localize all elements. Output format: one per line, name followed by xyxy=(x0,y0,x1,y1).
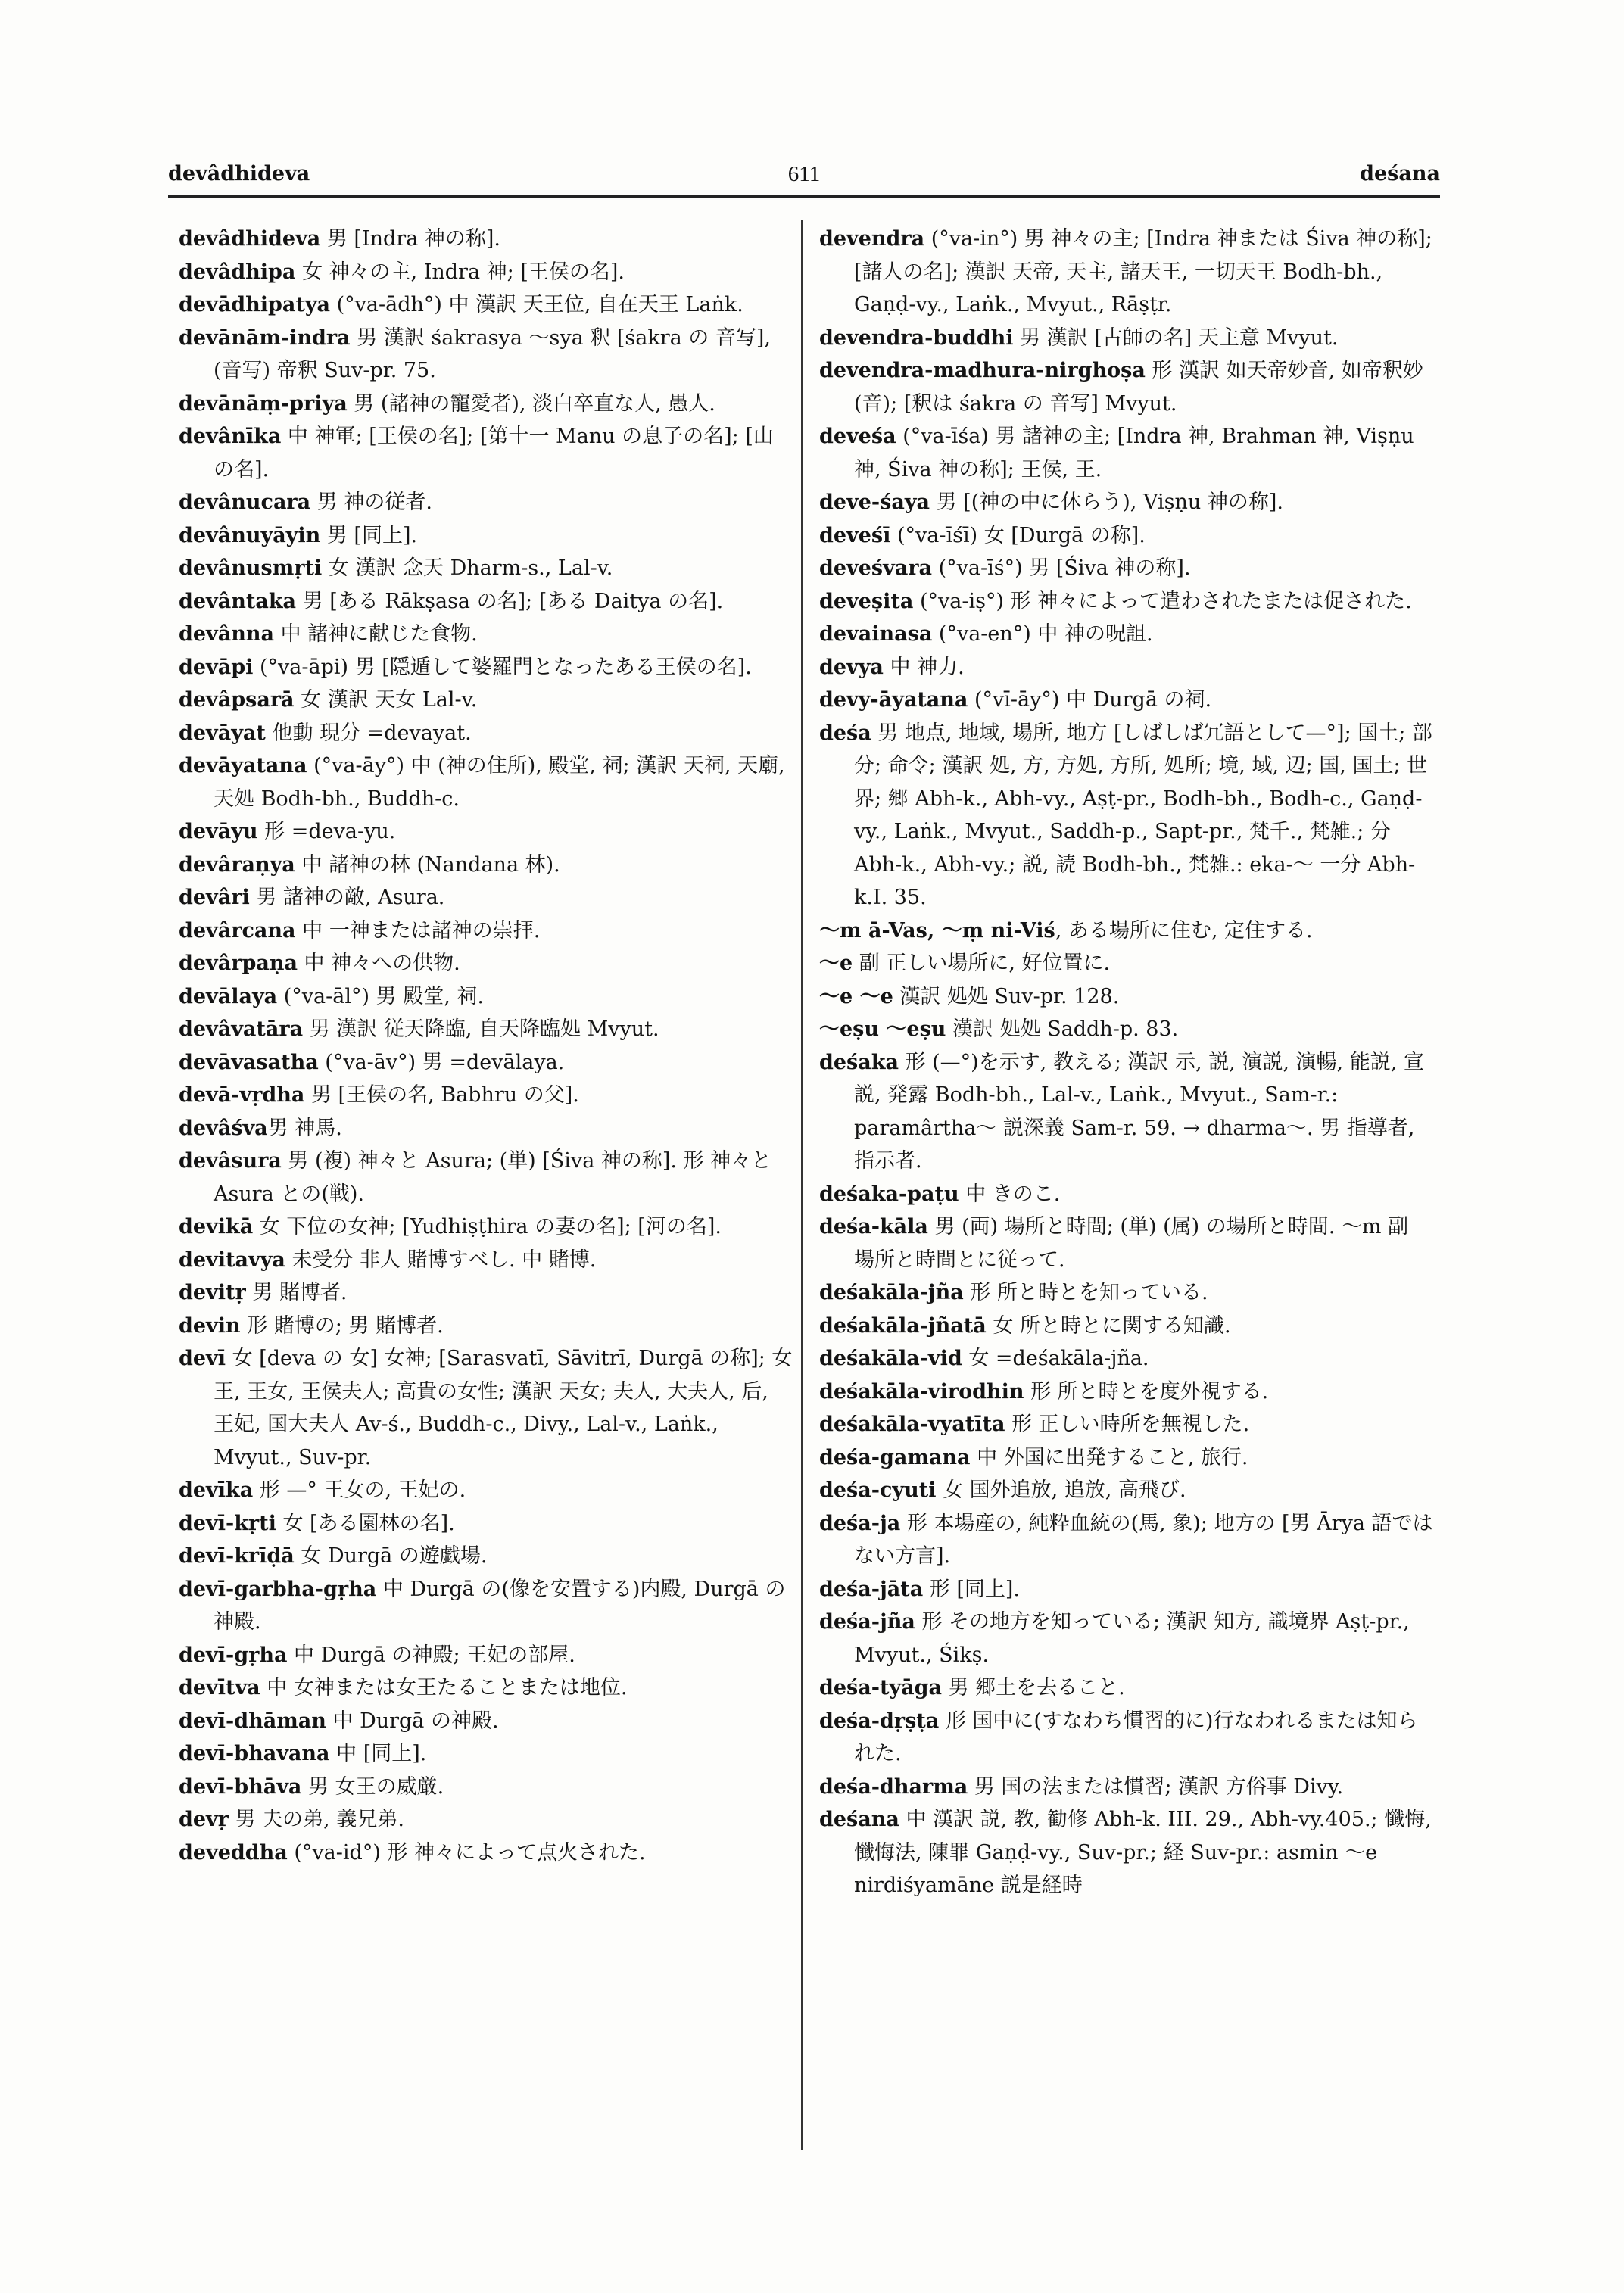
dictionary-entry xyxy=(179,1474,793,1507)
entry-definition: 女 Durgā の遊戯場. xyxy=(294,1544,488,1568)
entry-headword: devīka xyxy=(179,1478,254,1502)
header-rule xyxy=(168,195,1440,198)
entry-definition: (°va-īś°) 男 [Śiva 神の称]. xyxy=(932,556,1191,580)
entry-headword: deveddha xyxy=(179,1840,288,1865)
entry-definition: 形 正しい時所を無視した. xyxy=(1005,1413,1250,1436)
entry-definition: 女 漢訳 念天 Dharm-s., Lal-v. xyxy=(322,556,613,580)
entry-definition: 男 賭博者. xyxy=(245,1281,348,1304)
dictionary-entry xyxy=(179,256,793,289)
dictionary-entry xyxy=(819,1276,1434,1310)
entry-definition: 中 女神または女王たることまたは地位. xyxy=(260,1676,628,1699)
dictionary-entry xyxy=(179,1079,793,1112)
entry-definition: (°va-in°) 男 神々の主; [Indra 神または Śiva 神の称]; [諸人の名]; 漢訳 天帝, 天主, 諸天王, 一切天王 Bodh-bh., Gaṇḍ-vy., Laṅk., Mvyut., Rāṣṭr. xyxy=(854,227,1432,316)
entry-headword: deśa-dṛṣṭa xyxy=(819,1709,940,1733)
dictionary-entry xyxy=(179,1276,793,1310)
dictionary-entry xyxy=(179,1210,793,1244)
dictionary-entry xyxy=(179,1803,793,1837)
dictionary-entry xyxy=(819,980,1434,1014)
entry-definition: (°va-en°) 中 神の呪詛. xyxy=(932,622,1153,646)
entry-headword: devâsura xyxy=(179,1149,282,1173)
dictionary-entry xyxy=(819,1507,1434,1573)
entry-headword: devendra-madhura-nirghoṣa xyxy=(819,359,1146,382)
entry-headword: deśa-jāta xyxy=(819,1577,924,1601)
entry-headword: devālaya xyxy=(179,984,278,1008)
dictionary-entry xyxy=(819,1803,1434,1902)
entry-headword: deśa-tyāga xyxy=(819,1676,942,1699)
entry-definition: 形 その地方を知っている; 漢訳 知方, 識境界 Aṣṭ-pr., Mvyut., Śikṣ. xyxy=(854,1610,1410,1667)
dictionary-entry xyxy=(819,1310,1434,1343)
entry-headword: devāvasatha xyxy=(179,1050,319,1074)
dictionary-entry xyxy=(179,684,793,717)
entry-definition: 形 所と時とを知っている. xyxy=(963,1281,1208,1304)
entry-headword: devâśva xyxy=(179,1116,268,1140)
dictionary-entry xyxy=(179,519,793,553)
entry-definition: 女 下位の女神; [Yudhiṣṭhira の妻の名]; [河の名]. xyxy=(253,1215,722,1238)
entry-headword: devendra-buddhi xyxy=(819,326,1014,350)
dictionary-entry xyxy=(179,914,793,948)
entry-headword: deve-śaya xyxy=(819,491,930,514)
entry-definition: (°va-āy°) 中 (神の住所), 殿堂, 祠; 漢訳 天祠, 天廟, 天処 Bodh-bh., Buddh-c. xyxy=(214,754,785,811)
entry-headword: devāyat xyxy=(179,721,266,745)
entry-headword: devântaka xyxy=(179,589,297,613)
entry-definition: 中 諸神に献じた食物. xyxy=(274,622,478,646)
entry-definition: 男 郷土を去ること. xyxy=(942,1676,1125,1699)
dictionary-entry xyxy=(179,849,793,882)
entry-definition: 形 賭博の; 男 賭博者. xyxy=(240,1313,444,1338)
entry-headword: deśaka xyxy=(819,1050,899,1074)
dictionary-entry xyxy=(819,1013,1434,1046)
entry-definition: 女 漢訳 天女 Lal-v. xyxy=(294,688,478,712)
entry-definition: 男 (複) 神々と Asura; (単) [Śiva 神の称]. 形 神々と Asura との(戦). xyxy=(214,1149,772,1206)
entry-headword: devānāṃ-priya xyxy=(179,391,348,416)
dictionary-entry xyxy=(819,1441,1434,1475)
entry-definition: 形 国中に(すなわち慣習的に)行なわれるまたは知られた. xyxy=(854,1709,1418,1765)
entry-headword: devī-kṛti xyxy=(179,1511,276,1535)
entry-definition: 女 [deva の 女] 女神; [Sarasvatī, Sāvitrī, Durgā の称]; 女王, 王女, 王侯夫人; 高貴の女性; 漢訳 天女; 夫人, 大夫人, 后, 王妃, 国大夫人 Av-ś., Buddh-c., Divy., Lal-v., Laṅk., Mvyut., Suv-pr. xyxy=(214,1347,793,1469)
entry-definition: (°va-āpi) 男 [隠遁して婆羅門となったある王侯の名]. xyxy=(253,655,752,679)
entry-definition: 漢訳 処処 Saddh-p. 83. xyxy=(946,1017,1179,1041)
entry-definition: 女 神々の主, Indra 神; [王侯の名]. xyxy=(295,260,625,284)
entry-headword: devāyu xyxy=(179,820,258,843)
dictionary-entry xyxy=(179,288,793,322)
entry-headword: devâri xyxy=(179,886,250,909)
entry-headword: devendra xyxy=(819,227,925,251)
dictionary-entry xyxy=(179,552,793,585)
entry-definition: 男 女王の威厳. xyxy=(301,1774,444,1799)
entry-headword: devya xyxy=(819,655,884,679)
page-number: 611 xyxy=(787,162,821,186)
entry-definition: 中 漢訳 説, 教, 勧修 Abh-k. III. 29., Abh-vy.405.; 懺悔, 懺悔法, 陳罪 Gaṇḍ-vy., Suv-pr.; 経 Suv-pr.: asmin ～e nirdiśyamāne 説是経時 xyxy=(854,1808,1432,1897)
entry-headword: devī-gṛha xyxy=(179,1643,288,1667)
entry-definition: (°va-īśī) 女 [Durgā の称]. xyxy=(890,523,1146,547)
entry-headword: devâdhideva xyxy=(179,227,321,251)
dictionary-entry xyxy=(819,1210,1434,1276)
entry-headword: devī-bhāva xyxy=(179,1774,302,1799)
dictionary-entry xyxy=(179,1145,793,1210)
page-header xyxy=(168,157,1440,195)
entry-definition: 男 漢訳 [古師の名] 天主意 Mvyut. xyxy=(1013,326,1339,350)
dictionary-entry xyxy=(179,1310,793,1343)
entry-definition: 男 [同上]. xyxy=(320,523,418,547)
entry-definition: 中 諸神の林 (Nandana 林). xyxy=(295,852,560,877)
entry-headword: devitavya xyxy=(179,1248,285,1272)
entry-headword: devikā xyxy=(179,1215,254,1238)
entry-definition: 男 神の従者. xyxy=(310,491,432,514)
entry-headword: deśakāla-jñatā xyxy=(819,1313,987,1338)
entry-definition: 女 国外追放, 追放, 高飛び. xyxy=(936,1478,1186,1502)
entry-headword: deveṣita xyxy=(819,589,914,613)
dictionary-entry xyxy=(819,651,1434,684)
entry-headword: devâpsarā xyxy=(179,688,295,712)
dictionary-entry xyxy=(179,651,793,684)
entry-definition: 男 [王侯の名, Babhru の父]. xyxy=(304,1083,579,1107)
dictionary-entry xyxy=(179,420,793,486)
entry-headword: deśa-kāla xyxy=(819,1215,928,1238)
dictionary-entry xyxy=(819,552,1434,585)
dictionary-entry xyxy=(819,1671,1434,1705)
entry-headword: devī-garbha-gṛha xyxy=(179,1577,377,1601)
entry-definition: 形 漢訳 如天帝妙音, 如帝釈妙(音); [釈は śakra の 音写] Mvyut. xyxy=(854,359,1423,416)
entry-definition: 男 地点, 地域, 場所, 地方 [しばしば冗語として—°]; 国土; 部分; 命令; 漢訳 処, 方, 方処, 方所, 処所; 境, 域, 辺; 国, 国土; 世界; 郷 Abh-k., Abh-vy., Aṣṭ-pr., Bodh-bh., Bodh-c., Gaṇḍ-vy., Laṅk., Mvyut., Saddh-p., Sapt-pr., 梵千., 梵雑.; 分 Abh-k., Abh-vy.; 説, 読 Bodh-bh., 梵雑.: eka-～ 一分 Abh-k.I. 35. xyxy=(854,721,1432,909)
dictionary-entry xyxy=(819,1771,1434,1804)
entry-headword: devâvatāra xyxy=(179,1017,304,1041)
dictionary-entry xyxy=(179,486,793,519)
entry-definition: 男 [Indra 神の称]. xyxy=(320,227,500,251)
dictionary-entry xyxy=(179,980,793,1014)
entry-definition: 副 正しい場所に, 好位置に. xyxy=(853,952,1111,975)
entry-definition: (°va-ādh°) 中 漢訳 天王位, 自在天王 Laṅk. xyxy=(330,293,743,316)
dictionary-entry xyxy=(819,1573,1434,1606)
entry-headword: devânīka xyxy=(179,425,282,448)
entry-headword: devītva xyxy=(179,1676,260,1699)
entry-headword: deśakāla-vid xyxy=(819,1347,962,1370)
left-column xyxy=(179,223,793,1869)
entry-headword: devī-bhavana xyxy=(179,1742,330,1765)
entry-headword: devânuyāyin xyxy=(179,523,321,547)
dictionary-entry xyxy=(179,1342,793,1474)
dictionary-entry xyxy=(819,223,1434,322)
entry-headword: devârcana xyxy=(179,918,296,942)
entry-headword: devī-dhāman xyxy=(179,1709,326,1733)
entry-headword: deśana xyxy=(819,1808,899,1831)
dictionary-entry xyxy=(819,1606,1434,1671)
entry-headword: ～e xyxy=(819,952,853,975)
entry-definition: 中 [同上]. xyxy=(329,1742,427,1765)
dictionary-entry xyxy=(179,223,793,256)
dictionary-entry xyxy=(819,1408,1434,1441)
entry-definition: 中 神力. xyxy=(883,655,965,679)
entry-headword: devāpi xyxy=(179,655,254,679)
entry-headword: deśa-cyuti xyxy=(819,1478,937,1502)
entry-definition: 男 (両) 場所と時間; (単) (属) の場所と時間. ～m 副 場所と時間とに従って. xyxy=(854,1215,1409,1272)
entry-definition: 男 [ある Rākṣasa の名]; [ある Daitya の名]. xyxy=(296,589,724,613)
entry-headword: devânusmṛti xyxy=(179,556,323,580)
column-divider xyxy=(801,220,803,2150)
dictionary-entry xyxy=(819,1342,1434,1375)
dictionary-entry xyxy=(819,322,1434,355)
dictionary-entry xyxy=(819,1474,1434,1507)
entry-definition: 形 [同上]. xyxy=(923,1577,1021,1601)
dictionary-entry xyxy=(179,1540,793,1573)
entry-headword: deśakāla-jña xyxy=(819,1281,964,1304)
entry-definition: 中 神軍; [王侯の名]; [第十一 Manu の息子の名]; [山の名]. xyxy=(214,425,774,481)
entry-definition: 未受分 非人 賭博すべし. 中 賭博. xyxy=(285,1248,597,1272)
entry-headword: deśakāla-vyatīta xyxy=(819,1413,1005,1436)
right-column xyxy=(819,223,1434,1902)
dictionary-entry xyxy=(179,618,793,651)
entry-headword: devy-āyatana xyxy=(819,688,968,712)
entry-headword: devârpaṇa xyxy=(179,952,298,975)
dictionary-entry xyxy=(179,1771,793,1804)
entry-headword: deśa-dharma xyxy=(819,1774,968,1799)
dictionary-entry xyxy=(179,1507,793,1541)
dictionary-entry xyxy=(819,486,1434,519)
dictionary-entry xyxy=(179,717,793,750)
entry-headword: deśa-ja xyxy=(819,1511,901,1535)
entry-definition: (°va-īśa) 男 諸神の主; [Indra 神, Brahman 神, Viṣṇu 神, Śiva 神の称]; 王侯, 王. xyxy=(854,425,1414,481)
entry-headword: deśakāla-virodhin xyxy=(819,1379,1024,1404)
entry-definition: 男 諸神の敵, Asura. xyxy=(249,886,445,909)
entry-headword: devâraṇya xyxy=(179,852,295,877)
entry-headword: devṛ xyxy=(179,1808,229,1831)
entry-headword: devainasa xyxy=(819,622,933,646)
entry-definition: 中 Durgā の神殿. xyxy=(326,1709,499,1733)
entry-definition: 男 [(神の中に休らう), Viṣṇu 神の称]. xyxy=(930,491,1283,514)
entry-headword: deśaka-paṭu xyxy=(819,1182,959,1206)
entry-definition: (°va-āv°) 男 =devālaya. xyxy=(318,1050,565,1074)
dictionary-entry xyxy=(179,947,793,980)
dictionary-entry xyxy=(179,388,793,421)
entry-headword: ～eṣu ～eṣu xyxy=(819,1017,946,1041)
dictionary-entry xyxy=(179,1244,793,1277)
entry-headword: deśa-gamana xyxy=(819,1445,971,1469)
dictionary-entry xyxy=(179,815,793,849)
dictionary-entry xyxy=(819,684,1434,717)
dictionary-entry xyxy=(179,322,793,388)
dictionary-entry xyxy=(819,519,1434,553)
entry-definition: 中 神々への供物. xyxy=(297,952,460,975)
entry-headword: deveśī xyxy=(819,523,891,547)
entry-headword: devānām-indra xyxy=(179,326,351,350)
entry-definition: 女 =deśakāla-jña. xyxy=(962,1347,1149,1370)
entry-headword: devânucara xyxy=(179,491,311,514)
entry-headword: devāyatana xyxy=(179,754,307,777)
entry-headword: deśa xyxy=(819,721,871,745)
entry-headword: devânna xyxy=(179,622,274,646)
entry-definition: 中 きのこ. xyxy=(959,1182,1061,1206)
dictionary-entry xyxy=(179,749,793,815)
entry-definition: (°va-iṣ°) 形 神々によって遣わされたまたは促された. xyxy=(913,589,1412,613)
entry-definition: (°va-āl°) 男 殿堂, 祠. xyxy=(277,984,484,1008)
dictionary-entry xyxy=(179,1046,793,1080)
entry-definition: 男 (諸神の寵愛者), 淡白卒直な人, 愚人. xyxy=(347,391,715,416)
dictionary-entry xyxy=(819,1046,1434,1178)
entry-headword: devin xyxy=(179,1313,241,1338)
dictionary-entry xyxy=(819,717,1434,914)
entry-headword: devā-vṛdha xyxy=(179,1083,305,1107)
guide-word-left: devâdhideva xyxy=(168,162,310,185)
entry-definition: 形 (—°)を示す, 教える; 漢訳 示, 説, 演説, 演暢, 能説, 宣説, 発露 Bodh-bh., Lal-v., Laṅk., Mvyut., Sam-r.: paramârtha～ 説深義 Sam-r. 59. → dharma～. 男 指導者, 指示者. xyxy=(854,1050,1424,1173)
dictionary-entry xyxy=(179,1671,793,1705)
dictionary-entry xyxy=(819,1705,1434,1771)
entry-definition: 中 一神または諸神の崇拝. xyxy=(295,918,541,942)
dictionary-entry xyxy=(819,1178,1434,1211)
entry-headword: deveśvara xyxy=(819,556,933,580)
entry-headword: ～m ā-Vas, ～ṃ ni-Viś xyxy=(819,918,1055,942)
entry-definition: 形 所と時とを度外視する. xyxy=(1024,1379,1269,1404)
entry-headword: deśa-jña xyxy=(819,1610,915,1634)
entry-definition: 中 Durgā の(像を安置する)内殿, Durgā の神殿. xyxy=(214,1577,786,1634)
entry-headword: devâdhipa xyxy=(179,260,296,284)
entry-definition: 中 外国に出発すること, 旅行. xyxy=(970,1445,1248,1469)
entry-headword: devī xyxy=(179,1347,226,1370)
dictionary-entry xyxy=(819,618,1434,651)
entry-definition: 女 所と時とに関する知識. xyxy=(986,1313,1231,1338)
dictionary-entry xyxy=(179,1573,793,1639)
dictionary-entry xyxy=(179,1705,793,1738)
entry-definition: 男 国の法または慣習; 漢訳 方俗事 Divy. xyxy=(968,1774,1344,1799)
guide-word-right: deśana xyxy=(1360,162,1440,185)
entry-definition: 男 漢訳 従天降臨, 自天降臨処 Mvyut. xyxy=(303,1017,659,1041)
dictionary-entry xyxy=(179,1837,793,1870)
dictionary-entry xyxy=(179,1013,793,1046)
entry-definition: (°va-id°) 形 神々によって点火された. xyxy=(287,1840,646,1865)
dictionary-entry xyxy=(819,420,1434,486)
entry-definition: 他動 現分 =devayat. xyxy=(265,721,472,745)
entry-definition: 漢訳 処処 Suv-pr. 128. xyxy=(893,984,1120,1008)
entry-definition: 男 神馬. xyxy=(267,1116,342,1140)
dictionary-entry xyxy=(179,585,793,618)
entry-definition: 男 夫の弟, 義兄弟. xyxy=(228,1808,404,1831)
entry-definition: (°vī-āy°) 中 Durgā の祠. xyxy=(968,688,1212,712)
dictionary-entry xyxy=(819,585,1434,618)
dictionary-entry xyxy=(179,1737,793,1771)
entry-headword: devādhipatya xyxy=(179,293,331,316)
entry-definition: 男 漢訳 śakrasya ～sya 釈 [śakra の 音写], (音写) 帝釈 Suv-pr. 75. xyxy=(214,326,771,382)
entry-definition: 形 =deva-yu. xyxy=(257,820,396,843)
entry-headword: devitṛ xyxy=(179,1281,246,1304)
entry-definition: 中 Durgā の神殿; 王妃の部屋. xyxy=(287,1643,575,1667)
entry-definition: , ある場所に住む, 定住する. xyxy=(1055,918,1313,942)
entry-definition: 形 —° 王女の, 王妃の. xyxy=(253,1478,466,1502)
dictionary-entry xyxy=(179,1112,793,1145)
entry-headword: deveśa xyxy=(819,425,896,448)
dictionary-entry xyxy=(179,1639,793,1672)
dictionary-entry xyxy=(819,354,1434,420)
entry-headword: devī-krīḍā xyxy=(179,1544,295,1568)
dictionary-entry xyxy=(819,1375,1434,1409)
dictionary-entry xyxy=(819,914,1434,948)
entry-definition: 形 本場産の, 純粋血統の(馬, 象); 地方の [男 Ārya 語ではない方言]. xyxy=(854,1511,1433,1568)
dictionary-entry xyxy=(819,947,1434,980)
entry-headword: ～e ～e xyxy=(819,984,893,1008)
entry-definition: 女 [ある園林の名]. xyxy=(276,1511,455,1535)
dictionary-entry xyxy=(179,881,793,914)
